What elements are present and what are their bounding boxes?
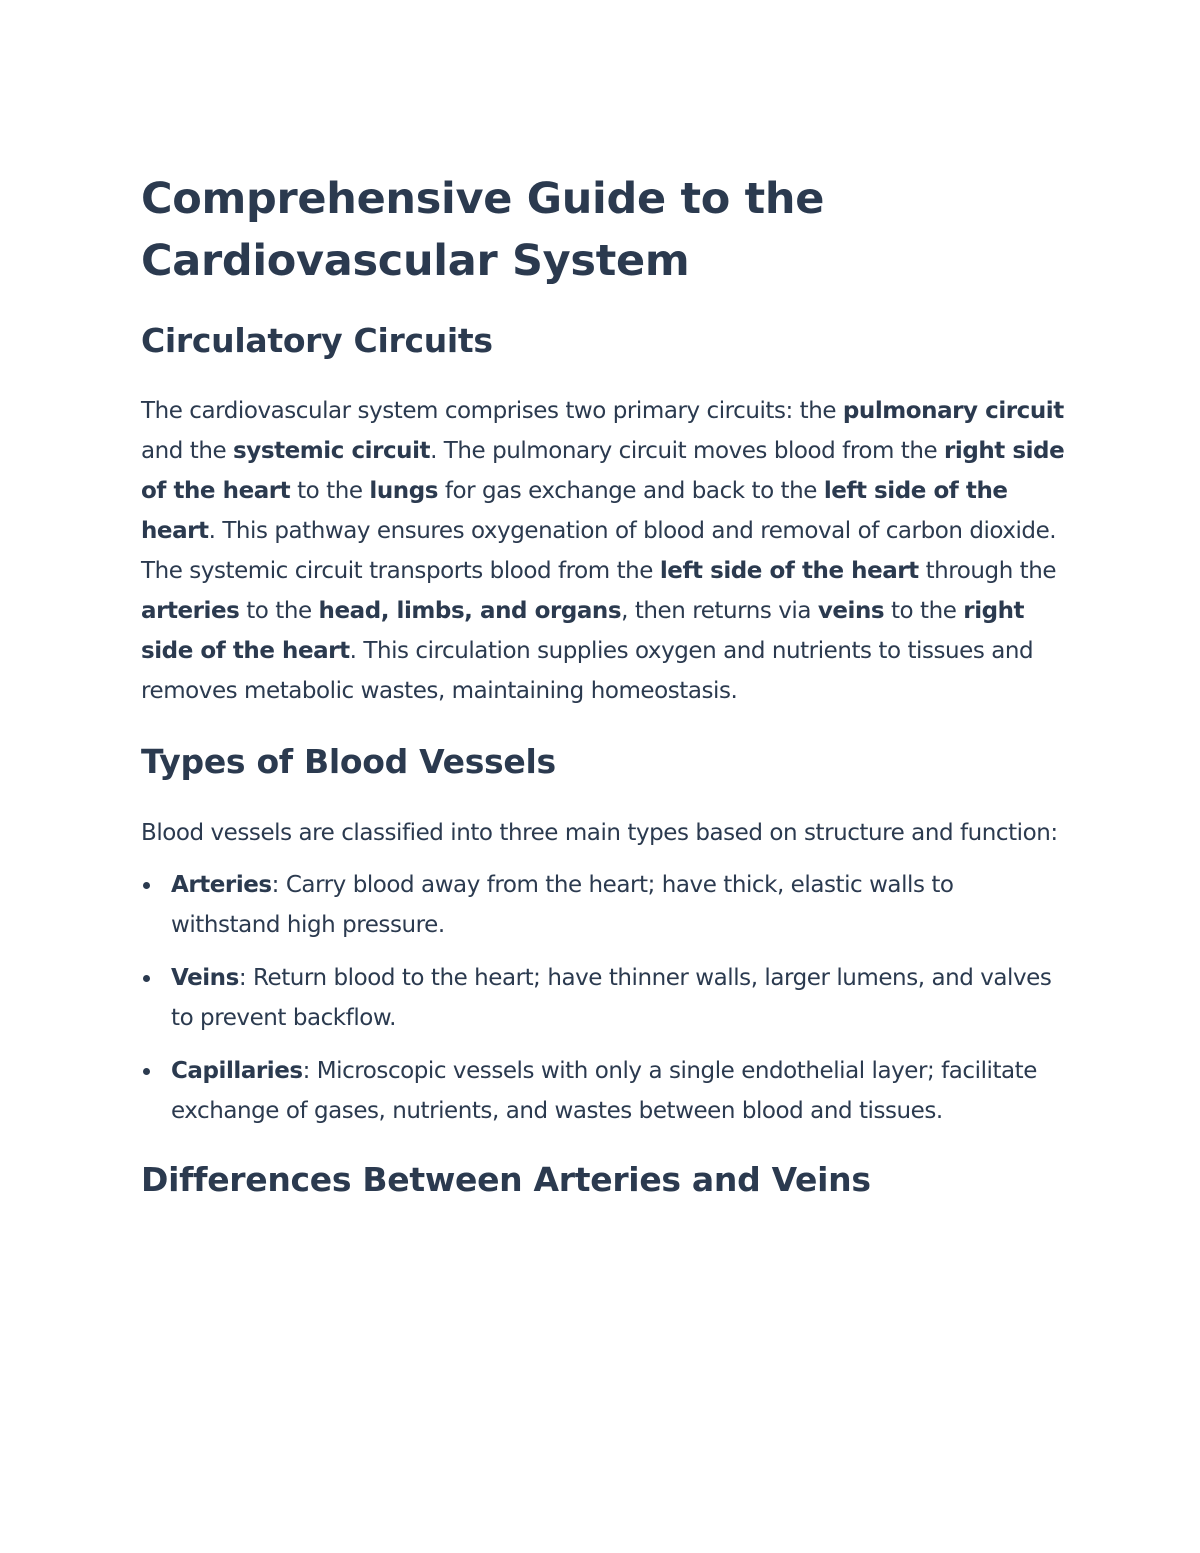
section-heading-types-of-blood-vessels: Types of Blood Vessels	[141, 742, 556, 781]
list-item-veins	[141, 958, 1066, 1038]
text-run: to the	[290, 478, 370, 504]
text-run: to the	[239, 598, 319, 624]
bold-term: systemic circuit	[233, 438, 431, 464]
list-item-term: Capillaries	[171, 1058, 303, 1084]
bold-term: pulmonary circuit	[842, 398, 1064, 424]
text-run: . The pulmonary circuit moves blood from the	[430, 438, 945, 464]
bold-term: veins	[817, 598, 885, 624]
text-run: . This pathway ensures oxygenation of blood and removal of carbon dioxide. The systemic circuit transports blood from the	[141, 518, 1057, 584]
page-title: Comprehensive Guide to the Cardiovascular System	[141, 174, 825, 286]
bullet-icon	[143, 975, 150, 982]
text-run: through the	[918, 558, 1057, 584]
list-item-term: Veins	[171, 965, 239, 991]
bold-term: left side of the heart	[659, 558, 919, 584]
list-item-term: Arteries	[171, 872, 272, 898]
list-item-text: : Return blood to the heart; have thinner walls, larger lumens, and valves to prevent backflow.	[171, 965, 1052, 1031]
list-item-arteries	[141, 865, 1066, 945]
circulatory-circuits-paragraph	[141, 391, 1066, 711]
text-run: . This circulation supplies oxygen and nutrients to tissues and removes metabolic wastes, maintaining homeostasis.	[141, 638, 1034, 704]
text-run: , then returns via	[621, 598, 818, 624]
section-heading-differences-arteries-veins: Differences Between Arteries and Veins	[141, 1160, 871, 1199]
vessel-types-list	[141, 865, 1066, 1131]
bold-term: left side of the heart	[141, 478, 1008, 544]
text-run: to the	[884, 598, 964, 624]
document-page	[141, 168, 1066, 1201]
text-run: The cardiovascular system comprises two primary circuits: the	[141, 398, 843, 424]
bold-term: right side of the heart	[141, 598, 1025, 664]
text-run: for gas exchange and back to the	[437, 478, 824, 504]
bold-term: arteries	[141, 598, 240, 624]
list-item-text: : Carry blood away from the heart; have thick, elastic walls to withstand high pressure.	[171, 872, 954, 938]
blood-vessels-intro: Blood vessels are classified into three main types based on structure and function:	[141, 820, 1058, 846]
section-heading-circulatory-circuits: Circulatory Circuits	[141, 321, 493, 360]
bullet-icon	[143, 882, 150, 889]
list-item-capillaries	[141, 1051, 1066, 1131]
bold-term: head, limbs, and organs	[318, 598, 622, 624]
bold-term: lungs	[369, 478, 438, 504]
bold-term: right side of the heart	[141, 438, 1065, 504]
list-item-text: : Microscopic vessels with only a single endothelial layer; facilitate exchange of gases, nutrients, and wastes between blood and tissues.	[171, 1058, 1037, 1124]
bullet-icon	[143, 1068, 150, 1075]
text-run: and the	[141, 438, 234, 464]
